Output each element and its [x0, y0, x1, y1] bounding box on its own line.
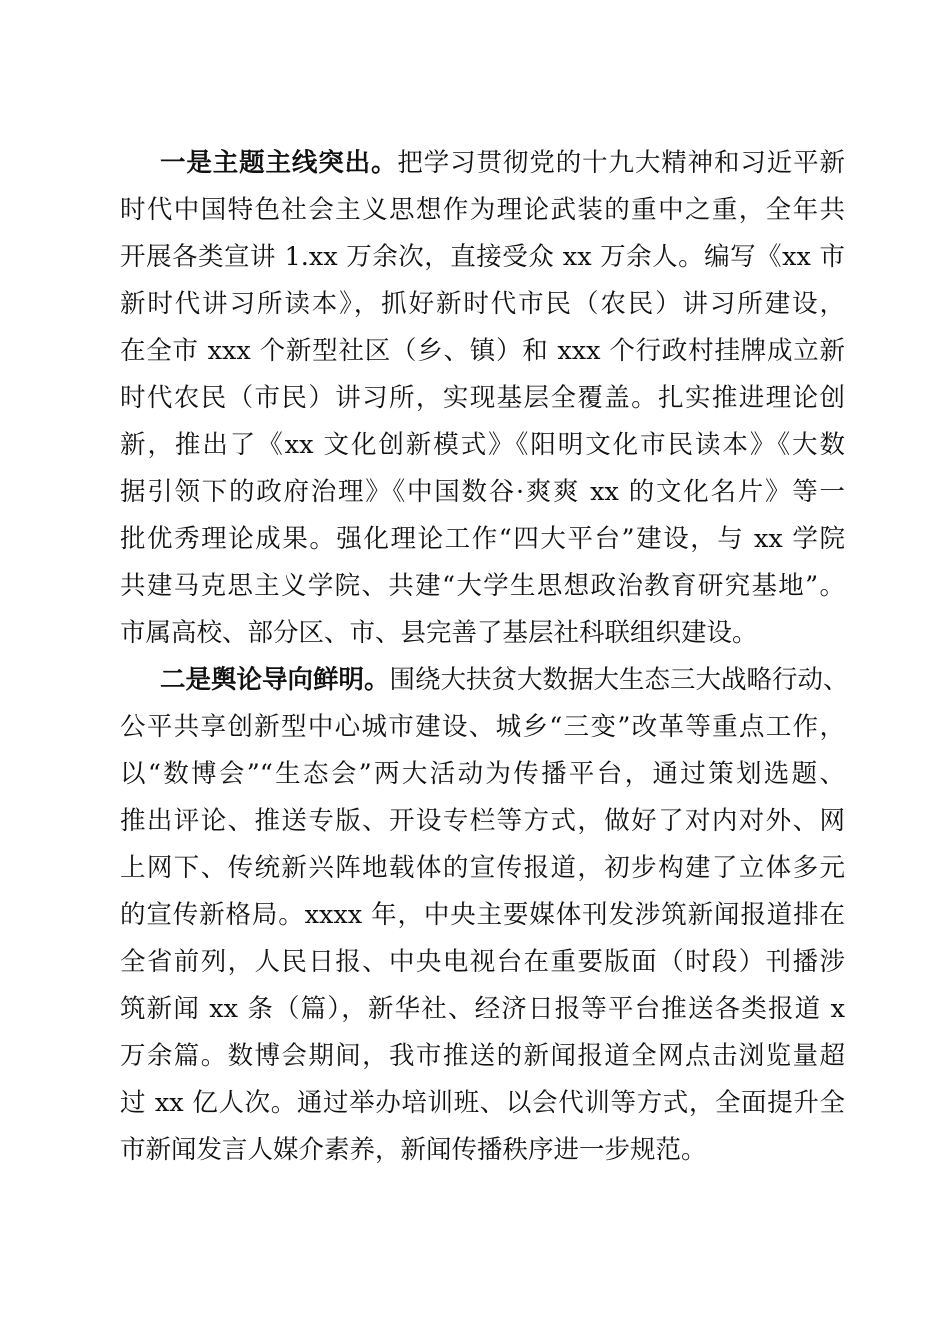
- paragraph-2-line-1: [120, 657, 849, 704]
- paragraph-1-line-9: 批优秀理论成果。强化理论工作“四大平台”建设，与 xx 学院: [120, 524, 845, 554]
- paragraph-2-line-11: 市新闻发言人媒介素养，新闻传播秩序进一步规范。: [120, 1135, 707, 1165]
- paragraph-1-line-8: 据引领下的政府治理》《中国数谷·爽爽 xx 的文化名片》等一: [120, 477, 845, 507]
- paragraph-2-line-10: 过 xx 亿人次。通过举办培训班、以会代训等方式，全面提升全: [120, 1088, 845, 1118]
- paragraph-1-line-6: 时代农民（市民）讲习所，实现基层全覆盖。扎实推进理论创: [120, 383, 845, 413]
- paragraph-1-line-7: 新，推出了《xx 文化创新模式》《阳明文化市民读本》《大数: [120, 430, 845, 460]
- paragraph-1-line-2: 时代中国特色社会主义思想作为理论武装的重中之重，全年共: [120, 195, 845, 225]
- paragraph-1-line-4: 新时代讲习所读本》，抓好新时代市民（农民）讲习所建设，: [120, 289, 845, 319]
- paragraph-1-line-3: 开展各类宣讲 1.xx 万余次，直接受众 xx 万余人。编写《xx 市: [120, 242, 845, 272]
- paragraph-2-line-3: 以“数博会”“生态会”两大活动为传播平台，通过策划选题、: [120, 759, 845, 789]
- paragraph-1-lead: 一是主题主线突出。: [160, 148, 398, 178]
- paragraph-2-line-1-text: 围绕大扶贫大数据大生态三大战略行动、: [389, 665, 849, 695]
- paragraph-2-line-9: 万余篇。数博会期间，我市推送的新闻报道全网点击浏览量超: [120, 1041, 845, 1071]
- paragraph-2-line-4: 推出评论、推送专版、开设专栏等方式，做好了对内对外、网: [120, 806, 845, 836]
- paragraph-2-lead: 二是舆论导向鲜明。: [160, 665, 390, 695]
- paragraph-2-line-7: 全省前列，人民日报、中央电视台在重要版面（时段）刊播涉: [120, 947, 845, 977]
- paragraph-1-line-11: 市属高校、部分区、市、县完善了基层社科联组织建设。: [120, 618, 758, 648]
- paragraph-2-line-8: 筑新闻 xx 条（篇），新华社、经济日报等平台推送各类报道 x: [120, 994, 845, 1024]
- paragraph-1-line-5: 在全市 xxx 个新型社区（乡、镇）和 xxx 个行政村挂牌成立新: [120, 336, 845, 366]
- paragraph-1-line-1-text: 把学习贯彻党的十九大精神和习近平新: [397, 148, 845, 178]
- paragraph-1-line-1: [120, 140, 845, 187]
- paragraph-2-line-5: 上网下、传统新兴阵地载体的宣传报道，初步构建了立体多元: [120, 853, 845, 883]
- paragraph-1-line-10: 共建马克思主义学院、共建“大学生思想政治教育研究基地”。: [120, 571, 845, 601]
- paragraph-2-line-2: 公平共享创新型中心城市建设、城乡“三变”改革等重点工作，: [120, 712, 845, 742]
- paragraph-2-line-6: 的宣传新格局。xxxx 年，中央主要媒体刊发涉筑新闻报道排在: [120, 900, 845, 930]
- document-body: [120, 140, 849, 1174]
